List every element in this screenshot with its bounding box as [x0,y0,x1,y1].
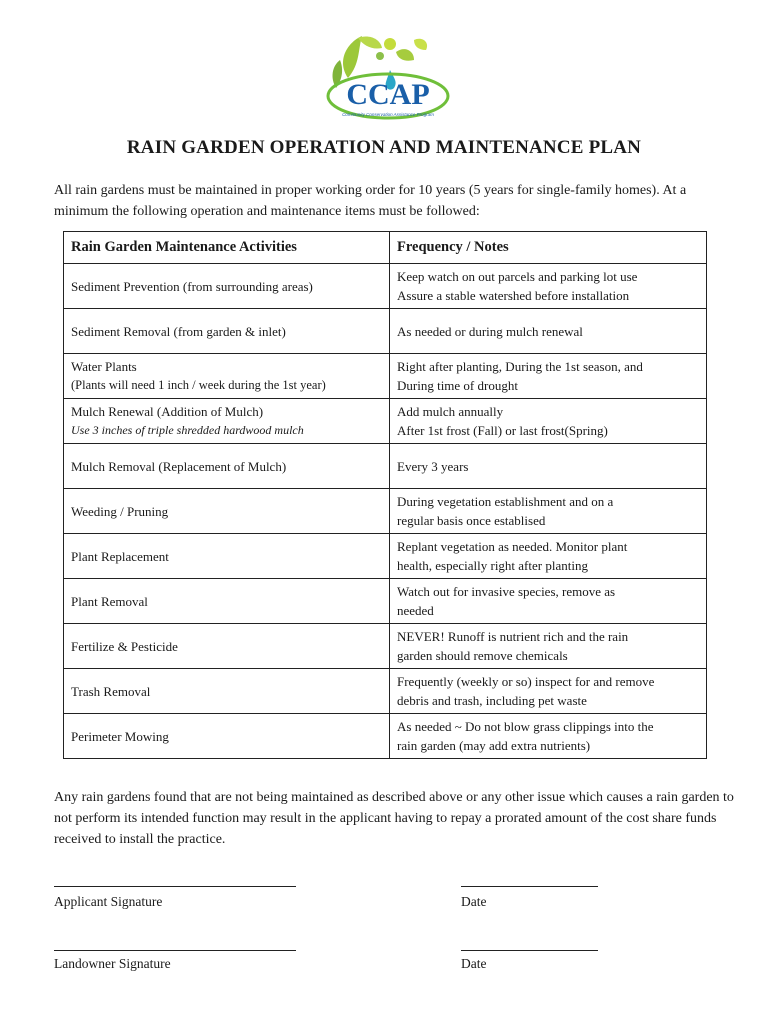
notes-line: Watch out for invasive species, remove as [397,584,616,599]
table-row [64,264,707,309]
notes-line: Frequently (weekly or so) inspect for and remove [397,674,655,689]
intro-paragraph: All rain gardens must be maintained in proper working order for 10 years (5 years for single-family homes). At a minimum the following operation and maintenance items must be followed: [54,183,687,219]
maintenance-table [63,231,707,759]
table-body [64,264,707,759]
notes-line: Assure a stable watershed before installation [397,288,630,303]
activity-cell [64,354,390,399]
notes-line: Add mulch annually [397,404,504,419]
table-row [64,714,707,759]
notes-line: Keep watch on out parcels and parking lot use [397,269,638,284]
notes-line: Replant vegetation as needed. Monitor plant [397,539,628,554]
notes-cell [390,354,707,399]
notes-cell [390,534,707,579]
activity-cell [64,579,390,624]
notes-line: As needed ~ Do not blow grass clippings into the [397,719,654,734]
notes-line: regular basis once establised [397,513,546,528]
logo-tagline: Community Conservation Assistance Program [342,112,434,117]
activity-line: Use 3 inches of triple shredded hardwood mulch [71,423,304,437]
table-row [64,399,707,444]
notes-line: During time of drought [397,378,518,393]
table-row [64,354,707,399]
activity-line: Sediment Prevention (from surrounding areas) [71,278,313,294]
landowner-date-line[interactable] [461,950,598,951]
landowner-signature-label: Landowner Signature [54,956,171,971]
activity-cell [64,714,390,759]
notes-cell [390,489,707,534]
table-row [64,309,707,354]
notes-line: As needed or during mulch renewal [397,323,583,339]
notes-line: garden should remove chemicals [397,648,568,663]
activity-line: Plant Replacement [71,548,169,564]
activity-cell [64,309,390,354]
applicant-signature-line[interactable] [54,886,296,887]
header-activities: Rain Garden Maintenance Activities [64,232,390,264]
notes-line: During vegetation establishment and on a [397,494,614,509]
table-row [64,624,707,669]
activity-line: Plant Removal [71,593,148,609]
activity-cell [64,669,390,714]
table-row [64,489,707,534]
notes-cell [390,309,707,354]
applicant-signature-label: Applicant Signature [54,894,163,909]
activity-line: Mulch Removal (Replacement of Mulch) [71,458,287,474]
activity-line: Mulch Renewal (Addition of Mulch) [71,404,264,419]
activity-cell [64,534,390,579]
table-row [64,444,707,489]
notes-cell [390,399,707,444]
notes-line: Every 3 years [397,458,469,474]
notes-cell [390,579,707,624]
table-header-row [64,232,707,264]
activity-line: Sediment Removal (from garden & inlet) [71,323,286,339]
table-row [64,534,707,579]
notes-line: After 1st frost (Fall) or last frost(Spring) [397,423,608,438]
activity-line: (Plants will need 1 inch / week during the 1st year) [71,378,326,392]
activity-line: Weeding / Pruning [71,503,169,519]
landowner-signature-line[interactable] [54,950,296,951]
activity-line: Perimeter Mowing [71,728,169,744]
ccap-logo [318,30,454,122]
notes-cell [390,444,707,489]
activity-cell [64,444,390,489]
activity-line: Fertilize & Pesticide [71,638,178,654]
table-row [64,579,707,624]
notes-line: debris and trash, including pet waste [397,693,587,708]
logo-text: CCAP [346,78,430,111]
activity-line: Water Plants [71,359,137,374]
landowner-date-label: Date [461,956,487,971]
notes-line: needed [397,603,434,618]
notes-line: health, especially right after planting [397,558,588,573]
notes-cell [390,624,707,669]
activity-cell [64,399,390,444]
activity-cell [64,624,390,669]
footer-paragraph: Any rain gardens found that are not being maintained as described above or any other issue which causes a rain garden to not perform its intended function may result in the applicant having to repay a prorated amount of the cost share funds received to install the practice. [54,790,734,847]
header-frequency: Frequency / Notes [390,232,707,264]
activity-cell [64,264,390,309]
notes-cell [390,669,707,714]
notes-cell [390,264,707,309]
activity-line: Trash Removal [71,683,151,699]
notes-line: NEVER! Runoff is nutrient rich and the rain [397,629,629,644]
notes-line: Right after planting, During the 1st season, and [397,359,643,374]
page-title: RAIN GARDEN OPERATION AND MAINTENANCE PLAN [126,137,642,158]
applicant-date-label: Date [461,894,487,909]
table-row [64,669,707,714]
applicant-date-line[interactable] [461,886,598,887]
activity-cell [64,489,390,534]
notes-line: rain garden (may add extra nutrients) [397,738,591,753]
notes-cell [390,714,707,759]
